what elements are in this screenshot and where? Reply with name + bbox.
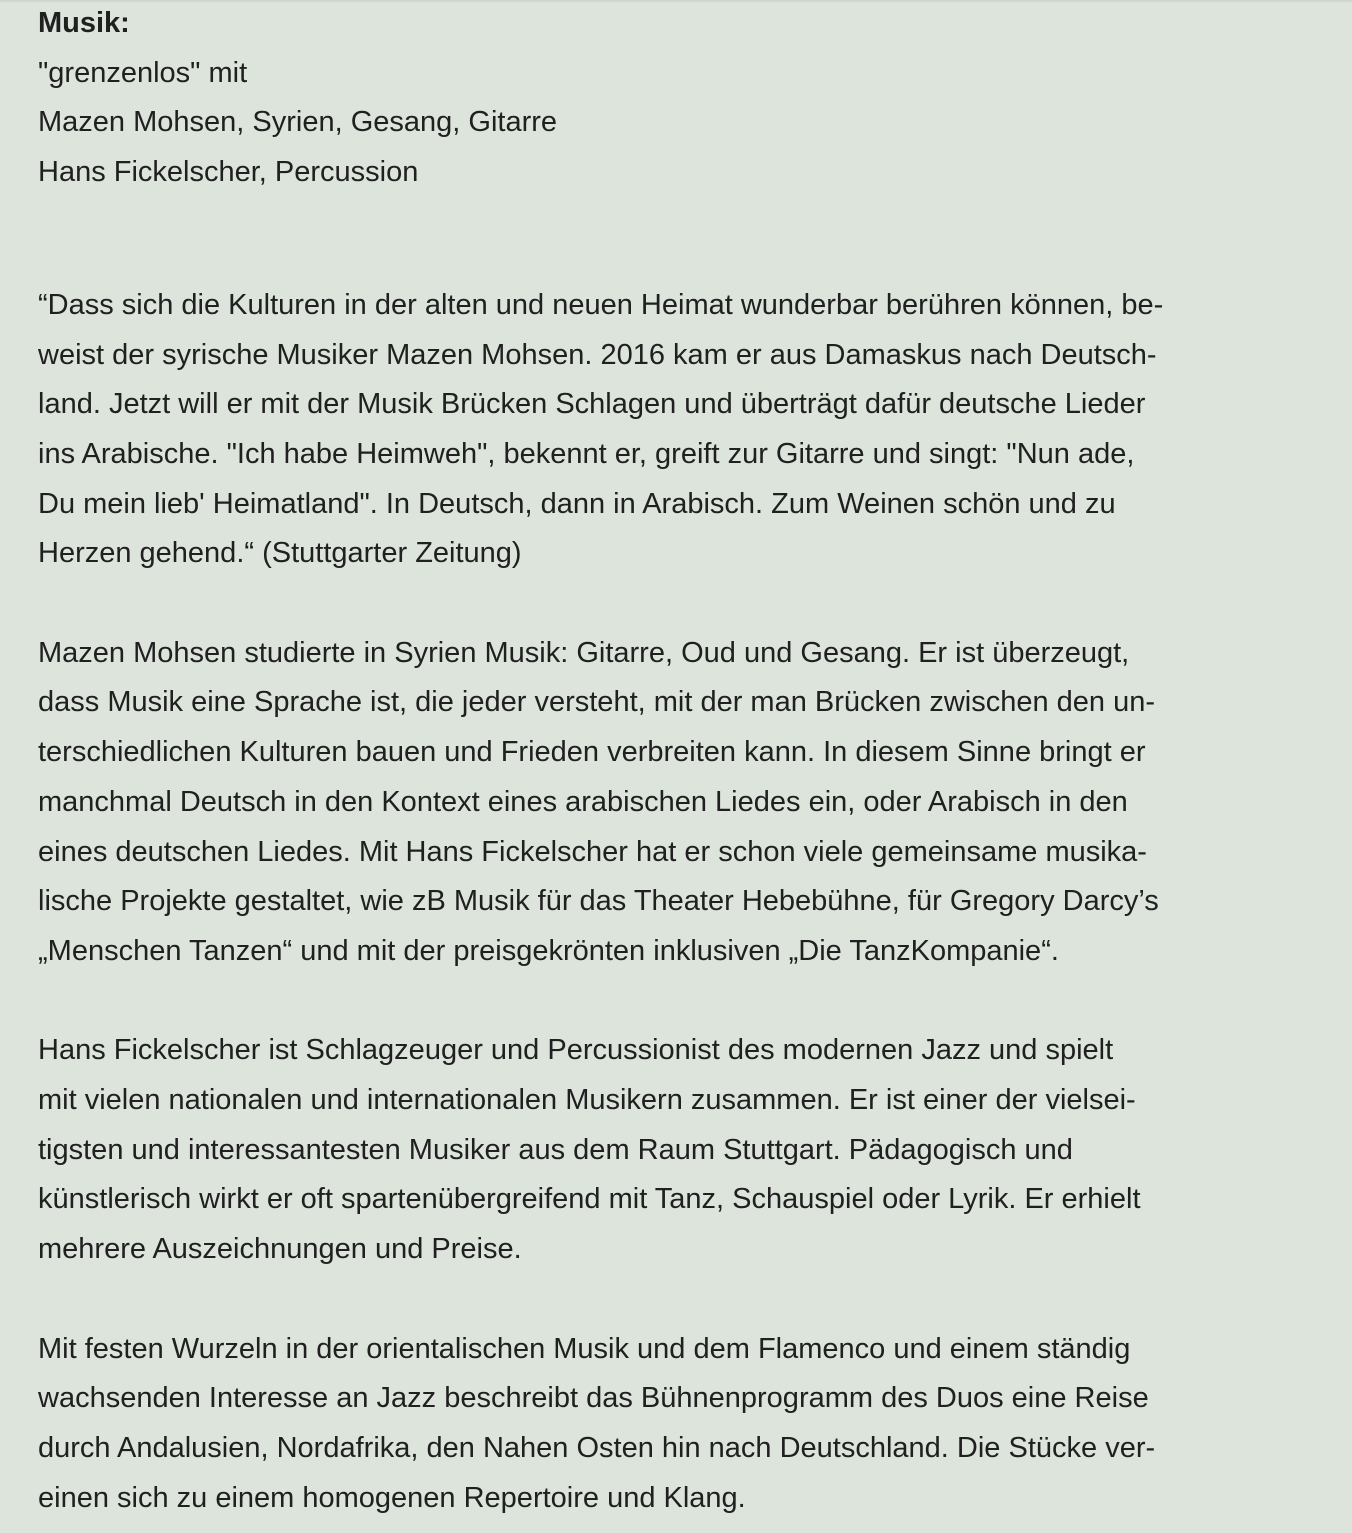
paragraph-line: lische Projekte gestaltet, wie zB Musik für das Theater Hebebühne, für Gregory Darcy’s [38,885,1159,918]
paragraph-line: Hans Fickelscher ist Schlagzeuger und Percussionist des modernen Jazz und spielt [38,1034,1114,1067]
paragraph-mazen-bio [38,629,1318,977]
paragraph-line: land. Jetzt will er mit der Musik Brücken Schlagen und überträgt dafür deutsche Lieder [38,388,1146,421]
paragraph-line: ins Arabische. "Ich habe Heimweh", bekennt er, greift zur Gitarre und singt: "Nun ade, [38,437,1135,470]
paragraph-program [38,1325,1318,1524]
paragraph-line: manchmal Deutsch in den Kontext eines arabischen Liedes ein, oder Arabisch in den [38,785,1128,818]
header-line-band: "grenzenlos" mit [38,56,248,89]
section-title: Musik: [38,7,130,39]
paragraph-line: „Menschen Tanzen“ und mit der preisgekrönten inklusiven „Die TanzKompanie“. [38,934,1059,967]
paragraph-line: “Dass sich die Kulturen in der alten und neuen Heimat wunderbar berühren können, be- [38,288,1164,321]
paragraph-line: mit vielen nationalen und internationalen Musikern zusammen. Er ist einer der vielsei- [38,1084,1136,1117]
spacer [38,198,1318,281]
paragraph-line: weist der syrische Musiker Mazen Mohsen. 2016 kam er aus Damaskus nach Deutsch- [38,338,1157,371]
article-content [38,0,1318,1523]
paragraph-line: Mit festen Wurzeln in der orientalischen Musik und dem Flamenco und einem ständig [38,1332,1131,1365]
paragraph-line: mehrere Auszeichnungen und Preise. [38,1233,522,1266]
paragraph-hans-bio [38,1026,1318,1275]
paragraph-line: einen sich zu einem homogenen Repertoire und Klang. [38,1481,746,1514]
paragraph-line: Du mein lieb' Heimatland". In Deutsch, dann in Arabisch. Zum Weinen schön und zu [38,487,1116,520]
music-header [38,0,1318,198]
spacer [38,1275,1318,1325]
paragraph-line: künstlerisch wirkt er oft spartenübergreifend mit Tanz, Schauspiel oder Lyrik. Er erhielt [38,1183,1141,1216]
spacer [38,579,1318,629]
paragraph-line: tigsten und interessantesten Musiker aus dem Raum Stuttgart. Pädagogisch und [38,1133,1073,1166]
paragraph-line: wachsenden Interesse an Jazz beschreibt das Bühnenprogramm des Duos eine Reise [38,1382,1149,1415]
paragraph-line: dass Musik eine Sprache ist, die jeder versteht, mit der man Brücken zwischen den un- [38,686,1156,719]
paragraph-line: Herzen gehend.“ (Stuttgarter Zeitung) [38,537,522,570]
spacer [38,977,1318,1027]
paragraph-line: Mazen Mohsen studierte in Syrien Musik: Gitarre, Oud und Gesang. Er ist überzeugt, [38,636,1130,669]
header-line-musician-2: Hans Fickelscher, Percussion [38,156,419,189]
header-line-musician-1: Mazen Mohsen, Syrien, Gesang, Gitarre [38,106,558,139]
paragraph-quote [38,281,1318,579]
paragraph-line: eines deutschen Liedes. Mit Hans Fickelscher hat er schon viele gemeinsame musika- [38,835,1147,868]
paragraph-line: terschiedlichen Kulturen bauen und Frieden verbreiten kann. In diesem Sinne bringt er [38,736,1146,769]
paragraph-line: durch Andalusien, Nordafrika, den Nahen Osten hin nach Deutschland. Die Stücke ver- [38,1431,1156,1464]
